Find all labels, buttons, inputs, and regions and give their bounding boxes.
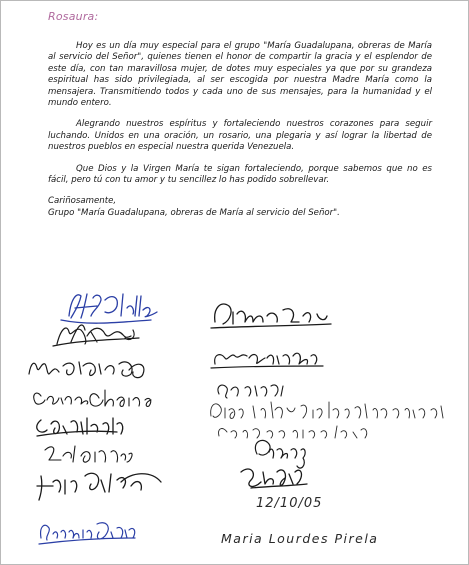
signature-7 bbox=[45, 446, 132, 462]
signature-6 bbox=[37, 418, 123, 436]
signature-5 bbox=[34, 390, 151, 406]
signature-10 bbox=[211, 304, 331, 328]
signature-3 bbox=[29, 362, 144, 378]
closing: Cariñosamente, bbox=[48, 196, 117, 207]
signature-9 bbox=[39, 523, 135, 544]
signature-11 bbox=[211, 353, 323, 368]
signature-14 bbox=[241, 469, 307, 488]
salutation: Rosaura: bbox=[48, 10, 99, 23]
signatures-area bbox=[1, 286, 468, 564]
handwritten-name: Maria Lourdes Pirela bbox=[221, 531, 379, 546]
letter-body bbox=[48, 41, 432, 219]
signature-1 bbox=[61, 294, 157, 323]
paragraph-3: Que Dios y la Virgen María te sigan fortaleciendo, porque sabemos que no es fácil, pero tú con tu amor y tu sencillez lo has podido sobrellevar. bbox=[48, 163, 432, 186]
handwritten-note bbox=[211, 402, 443, 438]
signatures-svg bbox=[1, 286, 468, 564]
paragraph-1: Hoy es un día muy especial para el grupo "María Guadalupana, obreras de María al servicio del Señor", quienes tienen el honor de compartir la gracia y el esplendor de este día, con tan maravillosa mujer, de dotes muy especiales ya que por su grandeza espiritual has sido privilegiada, al ser escogida por nuestra Madre María como la mensajera. Transmitiendo todos y cada uno de sus mensajes, para la humanidad y el mundo entero. bbox=[48, 41, 432, 109]
handwritten-date: 12/10/05 bbox=[256, 496, 323, 511]
paragraph-2: Alegrando nuestros espíritus y fortaleciendo nuestros corazones para seguir luchando. Unidos en una oración, un rosario, una plegaria y así lograr la libertad de nuestros pueblos en especial nuestra querida Venezuela. bbox=[48, 119, 432, 153]
signature-8 bbox=[37, 473, 161, 500]
signature-2 bbox=[53, 325, 139, 346]
signature-12 bbox=[218, 385, 283, 398]
closing-block bbox=[48, 196, 432, 219]
signature-13 bbox=[255, 440, 305, 468]
signoff: Grupo "María Guadalupana, obreras de María al servicio del Señor". bbox=[48, 207, 340, 218]
